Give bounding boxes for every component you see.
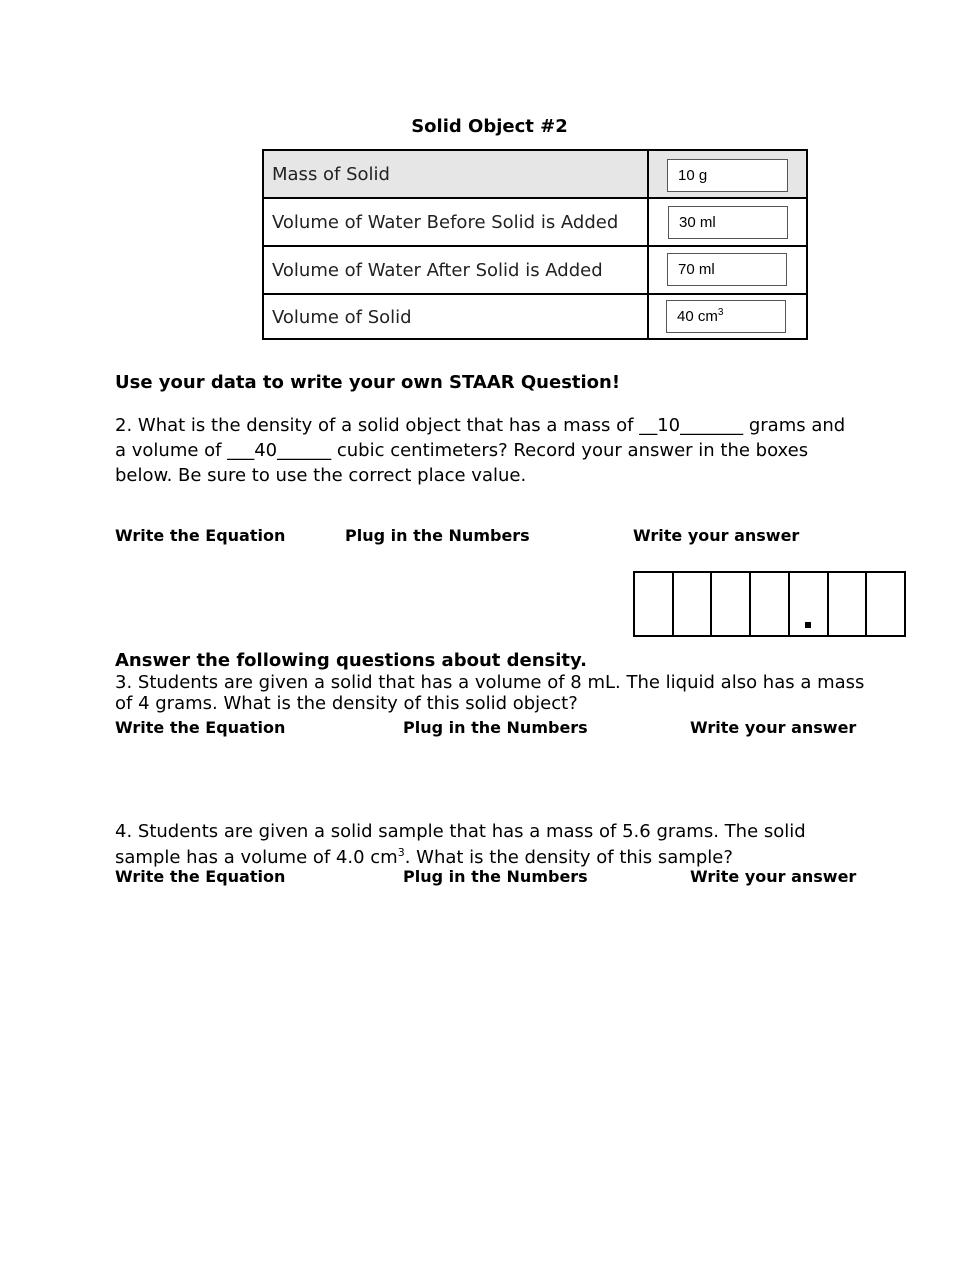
solid-data-table (262, 149, 808, 340)
row-label: Volume of Water Before Solid is Added (272, 212, 619, 233)
table-row-water-before (264, 199, 806, 247)
water-after-value: 70 ml (667, 253, 787, 286)
volume-solid-value: 40 $cm^3$ (666, 300, 786, 333)
q2-answer-header: Write your answer (633, 526, 800, 545)
q2-plug-header: Plug in the Numbers (345, 526, 530, 545)
q3-answer-header: Write your answer (690, 718, 857, 737)
density-heading: Answer the following questions about density. (115, 650, 587, 671)
mass-value: 10 g (667, 159, 788, 192)
water-before-value: 30 ml (668, 206, 788, 239)
row-label: Volume of Water After Solid is Added (272, 260, 603, 281)
q4-plug-header: Plug in the Numbers (403, 867, 588, 886)
answer-box-6[interactable] (829, 573, 868, 635)
q4-answer-header: Write your answer (690, 867, 857, 886)
question-4: 4. Students are given a solid sample that has a mass of 5.6 grams. The solid sample has a volume of 4.0 $cm^3$. What is the density of this sample? (115, 821, 806, 868)
answer-box-4[interactable] (751, 573, 790, 635)
q4-equation-header: Write the Equation (115, 867, 286, 886)
row-label: Volume of Solid (272, 307, 412, 328)
table-row-volume-solid (264, 295, 806, 338)
table-row-mass (264, 151, 806, 199)
row-label: Mass of Solid (272, 164, 390, 185)
table-row-water-after (264, 247, 806, 295)
page-title: Solid Object #2 (411, 116, 568, 137)
decimal-point (805, 622, 811, 628)
answer-grid (633, 571, 906, 637)
question-2: 2. What is the density of a solid object that has a mass of __10_______ grams and a volume of ___40______ cubic centimeters? Record your answer in the boxes below. Be sure to use the correct place value. (115, 415, 846, 486)
q3-equation-header: Write the Equation (115, 718, 286, 737)
q3-plug-header: Plug in the Numbers (403, 718, 588, 737)
answer-box-2[interactable] (674, 573, 713, 635)
answer-box-3[interactable] (712, 573, 751, 635)
answer-box-1[interactable] (635, 573, 674, 635)
q2-equation-header: Write the Equation (115, 526, 286, 545)
answer-box-7[interactable] (867, 573, 904, 635)
answer-box-decimal (790, 573, 829, 635)
question-3: 3. Students are given a solid that has a volume of 8 mL. The liquid also has a mass of 4 grams. What is the density of this solid object? (115, 672, 865, 714)
staar-heading: Use your data to write your own STAAR Question! (115, 372, 621, 393)
